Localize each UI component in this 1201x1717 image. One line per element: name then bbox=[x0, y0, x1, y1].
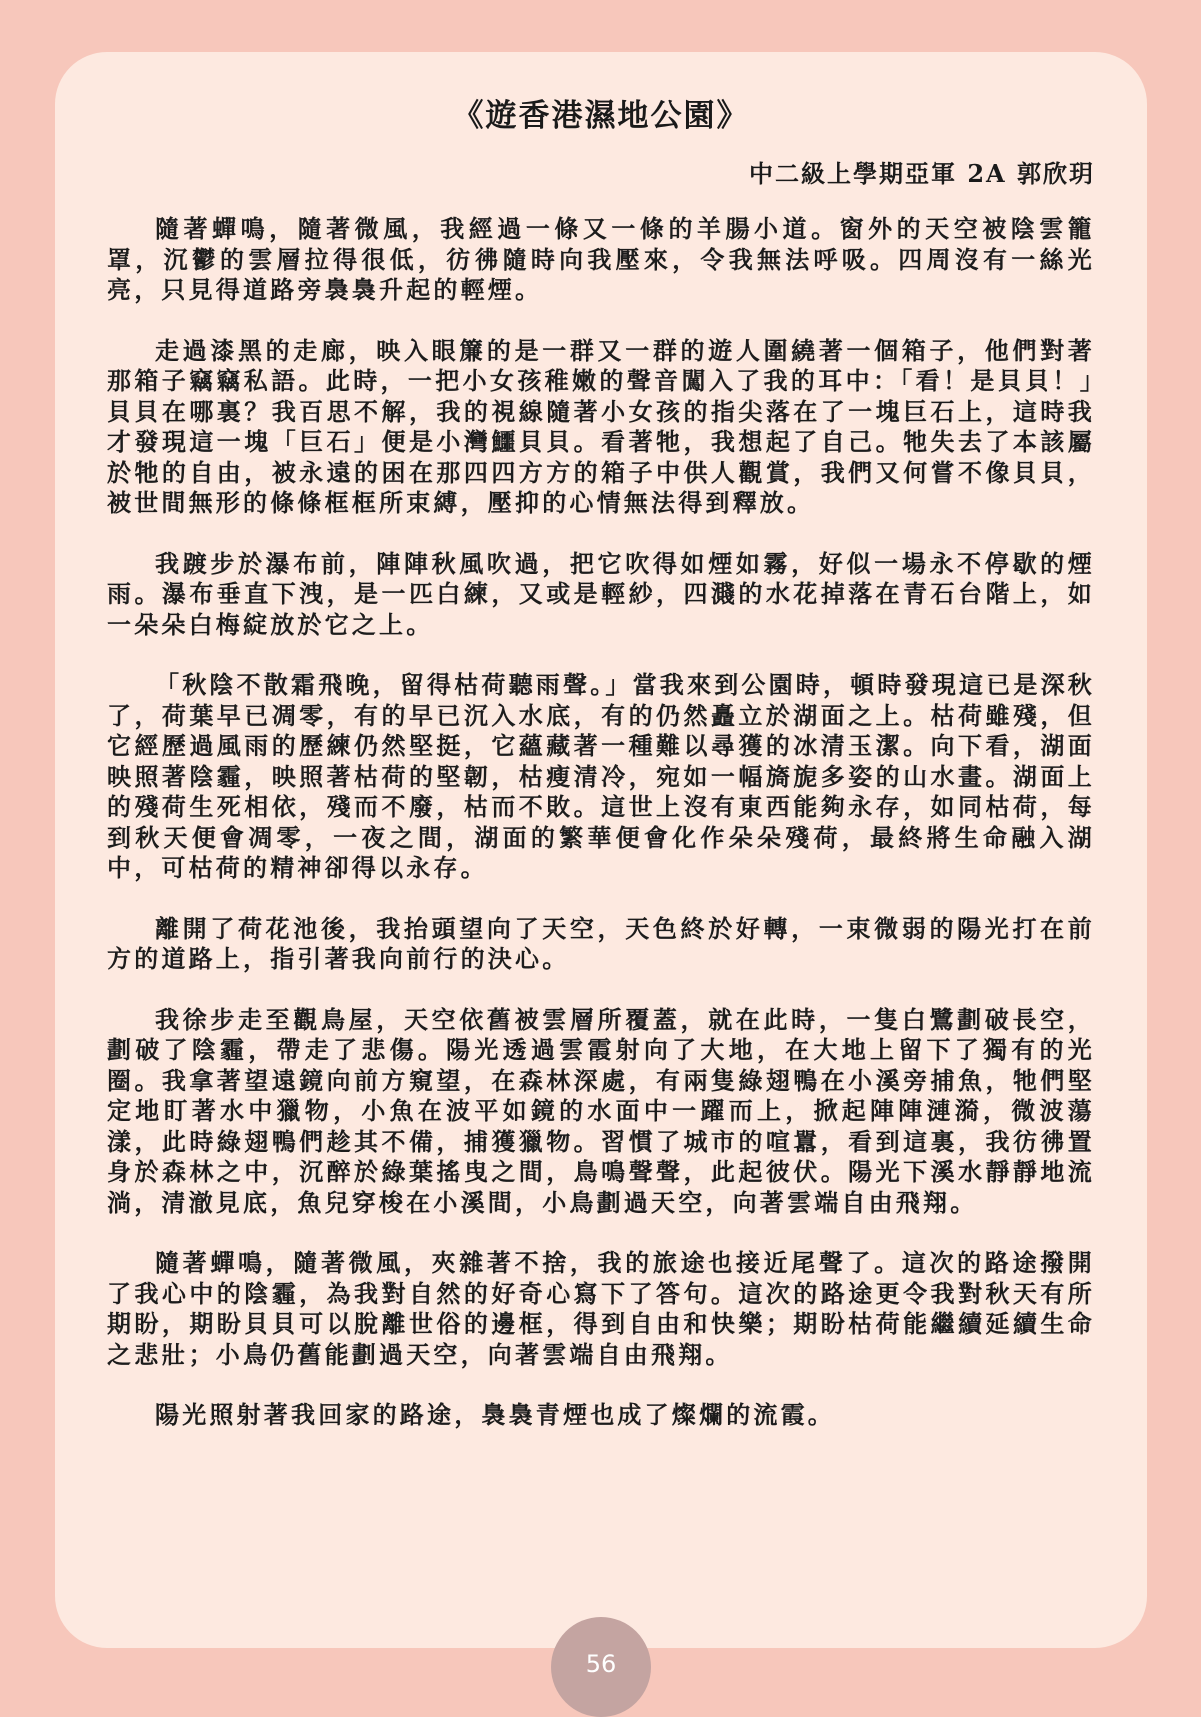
content-card bbox=[55, 52, 1147, 1648]
paragraph: 隨著蟬鳴，隨著微風，夾雜著不捨，我的旅途也接近尾聲了。這次的路途撥開了我心中的陰霾，為我對自然的好奇心寫下了答句。這次的路途更令我對秋天有所期盼，期盼貝貝可以脫離世俗的邊框，得到自由和快樂；期盼枯荷能繼續延續生命之悲壯；小鳥仍舊能劃過天空，向著雲端自由飛翔。 bbox=[107, 1248, 1095, 1369]
page-number-badge: 56 bbox=[551, 1617, 651, 1717]
paragraph: 「秋陰不散霜飛晚，留得枯荷聽雨聲。」當我來到公園時，頓時發現這已是深秋了，荷葉早已凋零，有的早已沉入水底，有的仍然矗立於湖面之上。枯荷雖殘，但它經歷過風雨的歷練仍然堅挺，它蘊藏著一種難以尋獲的冰清玉潔。向下看，湖面映照著陰霾，映照著枯荷的堅韌，枯瘦清冷，宛如一幅旖旎多姿的山水畫。湖面上的殘荷生死相依，殘而不廢，枯而不敗。這世上沒有東西能夠永存，如同枯荷，每到秋天便會凋零，一夜之間，湖面的繁華便會化作朵朵殘荷，最終將生命融入湖中，可枯荷的精神卻得以永存。 bbox=[107, 670, 1095, 882]
paragraph: 我踱步於瀑布前，陣陣秋風吹過，把它吹得如煙如霧，好似一場永不停歇的煙雨。瀑布垂直下洩，是一匹白練，又或是輕紗，四濺的水花掉落在青石台階上，如一朵朵白梅綻放於它之上。 bbox=[107, 548, 1095, 639]
essay-title: 《遊香港濕地公園》 bbox=[452, 98, 750, 134]
paragraph: 離開了荷花池後，我抬頭望向了天空，天色終於好轉，一束微弱的陽光打在前方的道路上，指引著我向前行的決心。 bbox=[107, 913, 1095, 973]
paragraph: 我徐步走至觀鳥屋，天空依舊被雲層所覆蓋，就在此時，一隻白鷺劃破長空，劃破了陰霾，帶走了悲傷。陽光透過雲霞射向了大地，在大地上留下了獨有的光圈。我拿著望遠鏡向前方窺望，在森林深處，有兩隻綠翅鴨在小溪旁捕魚，牠們堅定地盯著水中獵物，小魚在波平如鏡的水面中一躍而上，掀起陣陣漣漪，微波蕩漾，此時綠翅鴨們趁其不備，捕獲獵物。習慣了城市的喧囂，看到這裏，我彷彿置身於森林之中，沉醉於綠葉搖曳之間，鳥鳴聲聲，此起彼伏。陽光下溪水靜靜地流淌，清澈見底，魚兒穿梭在小溪間，小鳥劃過天空，向著雲端自由飛翔。 bbox=[107, 1004, 1095, 1217]
paragraph: 隨著蟬鳴，隨著微風，我經過一條又一條的羊腸小道。窗外的天空被陰雲籠罩，沉鬱的雲層拉得很低，彷彿隨時向我壓來，令我無法呼吸。四周沒有一絲光亮，只見得道路旁裊裊升起的輕煙。 bbox=[107, 214, 1095, 304]
paragraph: 走過漆黑的走廊，映入眼簾的是一群又一群的遊人圍繞著一個箱子，他們對著那箱子竊竊私語。此時，一把小女孩稚嫩的聲音闖入了我的耳中：「看！是貝貝！」貝貝在哪裏？我百思不解，我的視線隨著小女孩的指尖落在了一塊巨石上，這時我才發現這一塊「巨石」便是小灣鱷貝貝。看著牠，我想起了自己。牠失去了本該屬於牠的自由，被永遠的困在那四四方方的箱子中供人觀賞，我們又何嘗不像貝貝，被世間無形的條條框框所束縛，壓抑的心情無法得到釋放。 bbox=[107, 335, 1095, 517]
essay-author: 中二級上學期亞軍 2A 郭欣玥 bbox=[748, 159, 1095, 188]
essay-body bbox=[107, 214, 1095, 1431]
paragraph: 陽光照射著我回家的路途，裊裊青煙也成了燦爛的流霞。 bbox=[155, 1400, 835, 1429]
